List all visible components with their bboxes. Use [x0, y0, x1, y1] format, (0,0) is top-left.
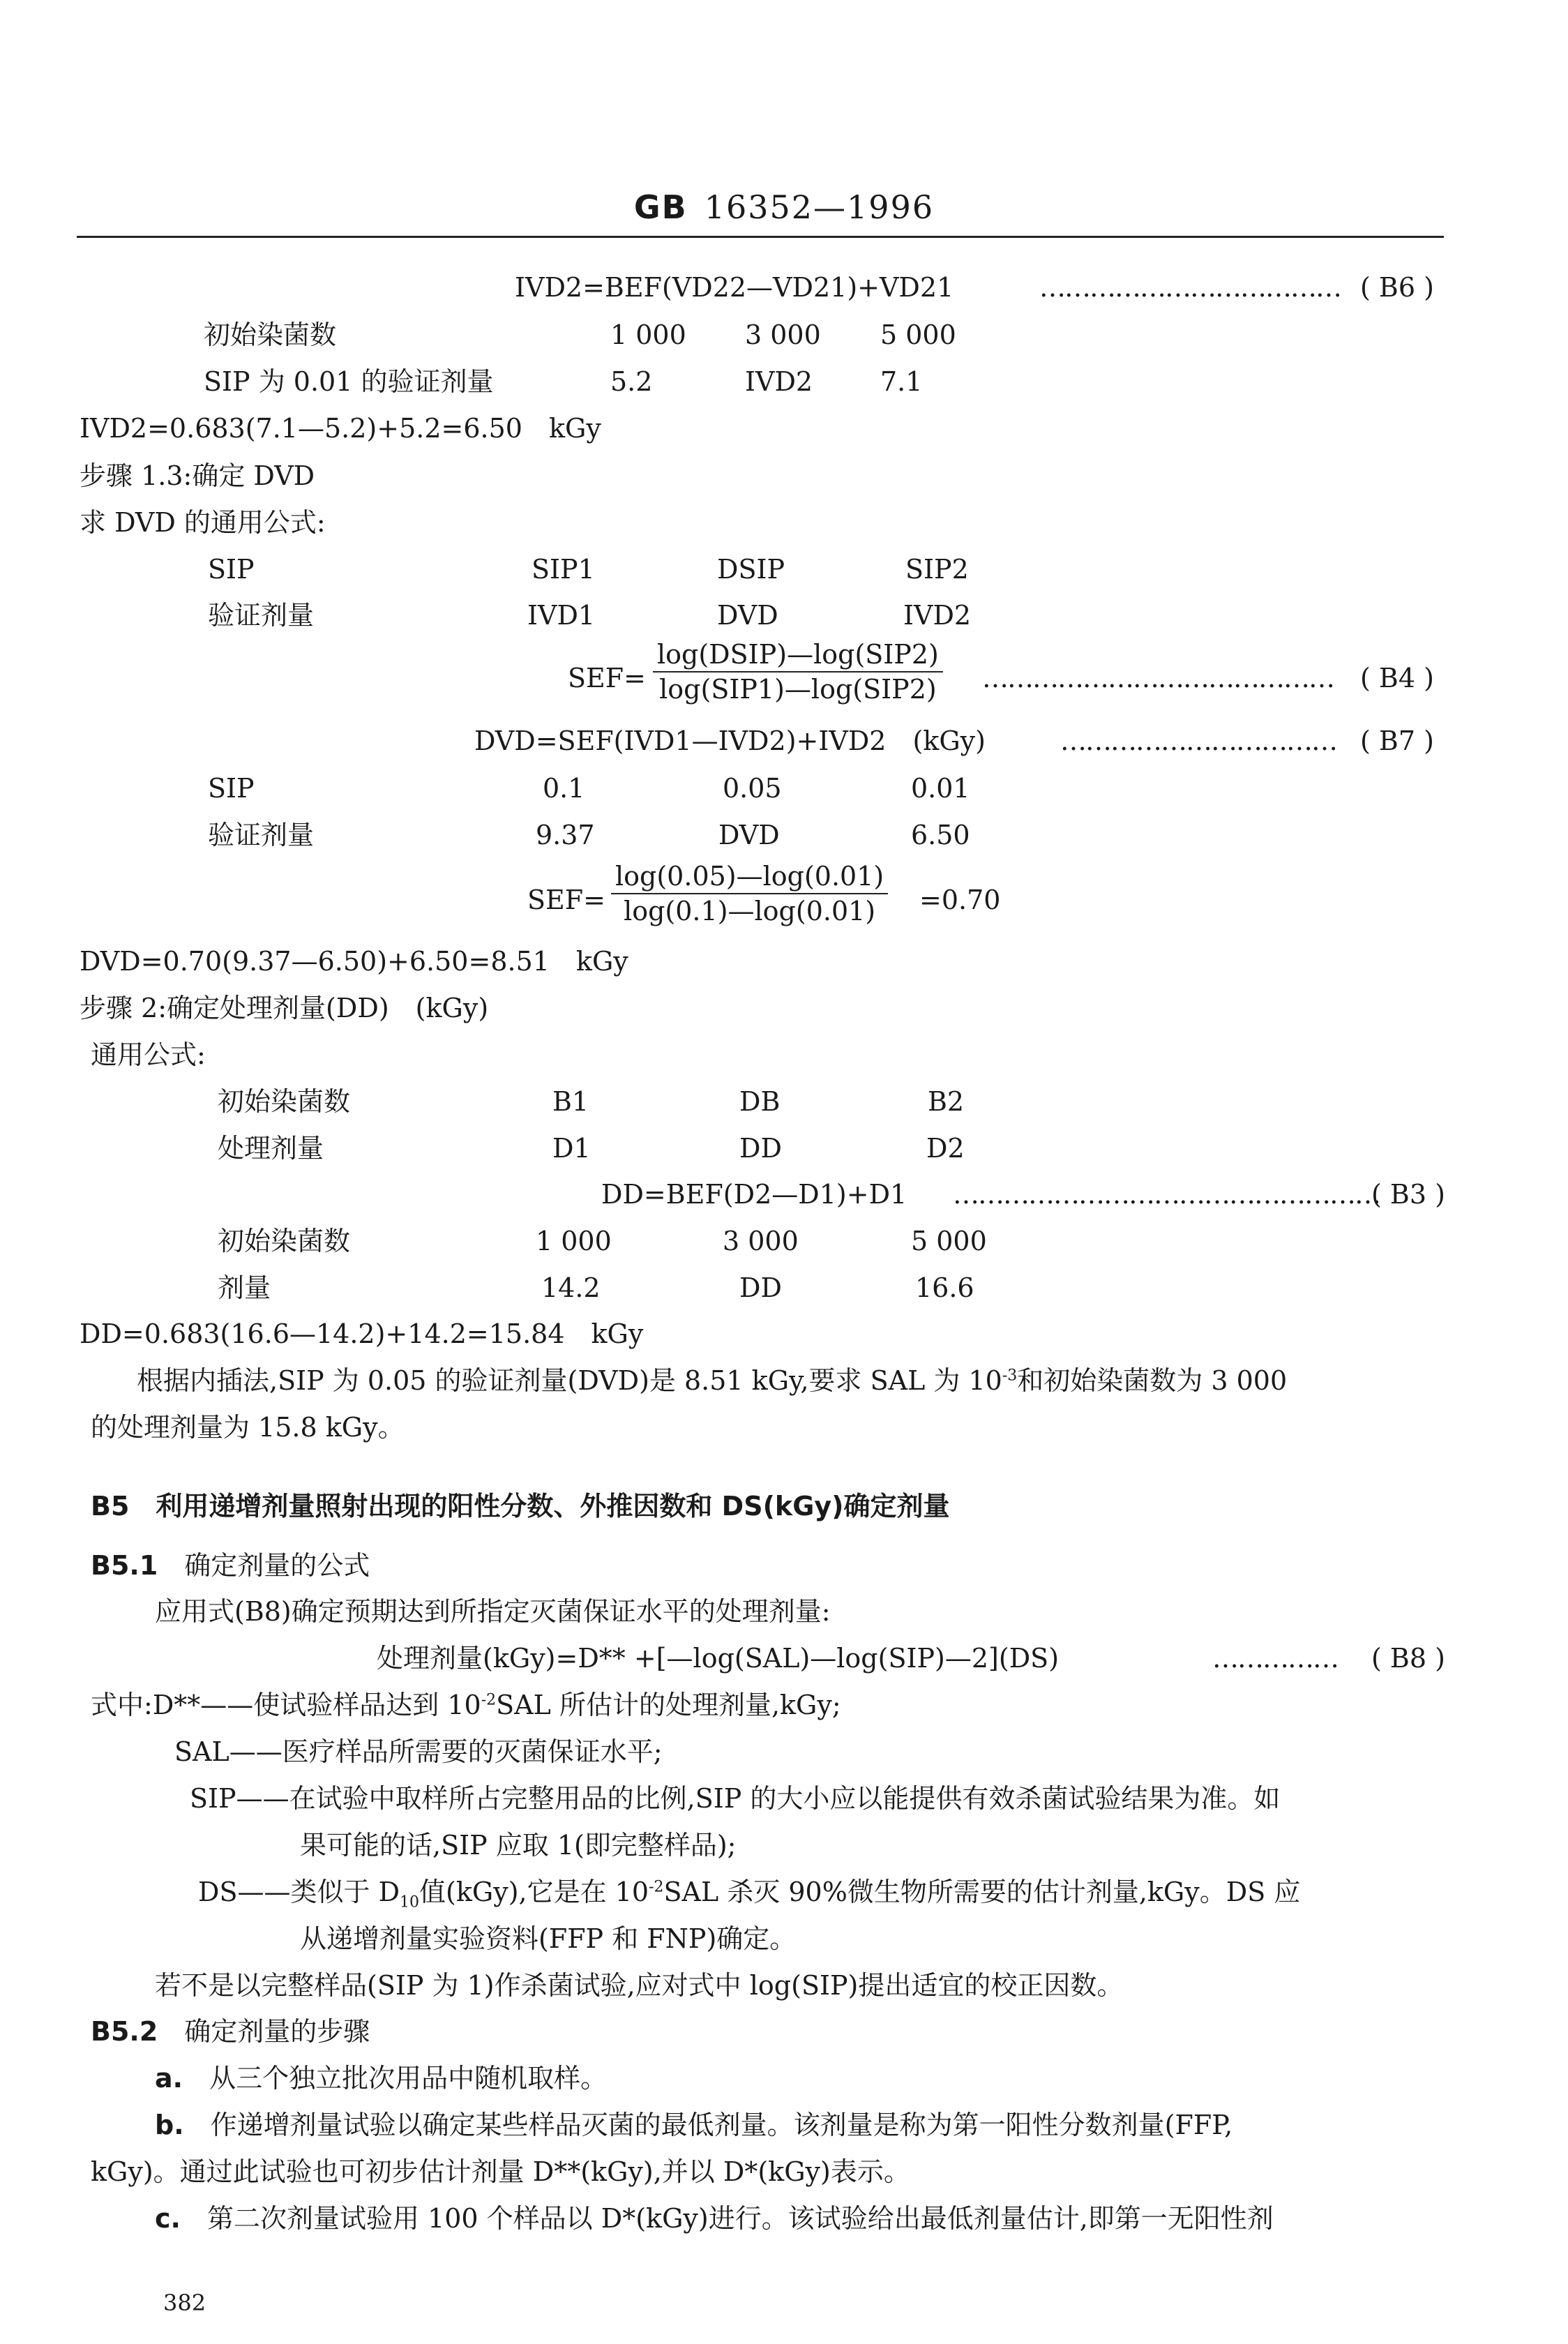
text-line: 通用公式: [91, 1039, 206, 1070]
table-cell: 初始染菌数 [204, 320, 337, 350]
equation-lhs: SEF= [527, 885, 605, 915]
numerator: log(DSIP)—log(SIP2) [657, 639, 939, 670]
table-cell: SIP2 [905, 554, 969, 585]
table-cell: IVD1 [527, 600, 596, 631]
calc-line: IVD2=0.683(7.1—5.2)+5.2=6.50 kGy [80, 413, 601, 444]
list-item: b. 作递增剂量试验以确定某些样品灭菌的最低剂量。该剂量是称为第一阳性分数剂量(FFP, [155, 2110, 1233, 2140]
definition-sip-cont: 果可能的话,SIP 应取 1(即完整样品); [300, 1830, 737, 1861]
list-item-cont: kGy)。通过此试验也可初步估计剂量 D**(kGy),并以 D*(kGy)表示。 [91, 2156, 910, 2187]
table-cell: 6.50 [911, 820, 970, 850]
standard-number: 16352—1996 [704, 188, 935, 226]
table-cell: DD [739, 1272, 782, 1303]
table-cell: 16.6 [915, 1272, 974, 1303]
equation-label-b3: ( B3 ) [1371, 1179, 1445, 1210]
table-cell: DSIP [717, 554, 785, 585]
header-rule [77, 236, 1444, 238]
page-number: 382 [163, 2290, 206, 2316]
leader-dots: …………………………… [1060, 726, 1336, 756]
calc-line: DD=0.683(16.6—14.2)+14.2=15.84 kGy [80, 1318, 644, 1349]
equation-label-b8: ( B8 ) [1371, 1643, 1445, 1674]
table-cell: 14.2 [541, 1272, 601, 1303]
table-cell: 验证剂量 [208, 600, 315, 631]
table-cell: 1 000 [536, 1226, 612, 1256]
table-cell: 5.2 [610, 366, 653, 397]
text-line: 应用式(B8)确定预期达到所指定灭菌保证水平的处理剂量: [155, 1596, 831, 1627]
calc-line: DVD=0.70(9.37—6.50)+6.50=8.51 kGy [80, 946, 628, 977]
page-header [0, 188, 1568, 226]
table-cell: DB [739, 1086, 781, 1117]
table-cell: 3 000 [723, 1226, 799, 1256]
section-heading-b5: B5 利用递增剂量照射出现的阳性分数、外推因数和 DS(kGy)确定剂量 [91, 1491, 950, 1522]
denominator: log(SIP1)—log(SIP2) [659, 674, 937, 705]
table-cell: B1 [552, 1086, 589, 1117]
definition-d: 式中:D**——使试验样品达到 $10^{-2}SAL$ 所估计的处理剂量,kGy; [91, 1690, 841, 1720]
equation-label-b4: ( B4 ) [1360, 663, 1434, 693]
table-cell: 0.1 [543, 773, 585, 804]
table-cell: 初始染菌数 [218, 1086, 351, 1117]
equation-b8: 处理剂量(kGy)=D** +[—log(SAL)—log(SIP)—2](DS) [377, 1643, 1060, 1674]
definition-sip: SIP——在试验中取样所占完整用品的比例,SIP 的大小应以能提供有效杀菌试验结果为准。如 [190, 1783, 1281, 1814]
definition-ds-cont: 从递增剂量实验资料(FFP 和 FNP)确定。 [300, 1923, 797, 1954]
paragraph-line: 根据内插法,SIP 为 0.05 的验证剂量(DVD)是 8.51 kGy,要求 SAL 为 $10^{-3}$和初始染菌数为 3 000 [137, 1365, 1288, 1396]
table-cell: 9.37 [536, 820, 595, 850]
equation-b3: DD=BEF(D2—D1)+D1 [601, 1179, 907, 1210]
table-cell: 7.1 [880, 366, 923, 397]
table-cell: IVD2 [903, 600, 972, 631]
paragraph-line: 的处理剂量为 15.8 kGy。 [91, 1412, 405, 1443]
paragraph-line: 若不是以完整样品(SIP 为 1)作杀菌试验,应对式中 log(SIP)提出适宜的校正因数。 [155, 1970, 1124, 2001]
fraction-b4 [653, 639, 943, 705]
subsection-heading-b5-1: B5.1 确定剂量的公式 [91, 1550, 370, 1581]
numerator: log(0.05)—log(0.01) [615, 861, 884, 892]
definition-sal: SAL——医疗样品所需要的灭菌保证水平; [174, 1736, 663, 1767]
table-cell: DVD [717, 600, 778, 631]
table-cell: SIP [208, 773, 255, 804]
step-heading: 步骤 2:确定处理剂量(DD) (kGy) [80, 993, 489, 1023]
denominator: log(0.1)—log(0.01) [624, 896, 876, 926]
equation-label-b7: ( B7 ) [1360, 726, 1434, 756]
equation-b7: DVD=SEF(IVD1—IVD2)+IVD2 (kGy) [474, 726, 986, 756]
text-line: 求 DVD 的通用公式: [80, 507, 326, 538]
table-cell: 5 000 [880, 320, 956, 350]
step-heading: 步骤 1.3:确定 DVD [80, 460, 315, 491]
table-cell: 1 000 [610, 320, 686, 350]
table-cell: 0.01 [911, 773, 970, 804]
equation-rhs: =0.70 [919, 885, 1001, 915]
table-cell: D1 [552, 1133, 591, 1164]
table-cell: 3 000 [745, 320, 821, 350]
table-cell: DVD [718, 820, 780, 850]
list-item: c. 第二次剂量试验用 100 个样品以 D*(kGy)进行。该试验给出最低剂量估计,即第一无阳性剂 [155, 2203, 1274, 2234]
leader-dots: …………… [1212, 1643, 1338, 1674]
table-cell: 剂量 [218, 1272, 271, 1303]
leader-dots: ……………………………… [1039, 272, 1341, 303]
leader-dots: …………………………………………… [953, 1179, 1380, 1210]
table-cell: 5 000 [911, 1226, 987, 1256]
equation-b6: IVD2=BEF(VD22—VD21)+VD21 [515, 272, 954, 303]
table-cell: 0.05 [723, 773, 782, 804]
table-cell: D2 [926, 1133, 965, 1164]
subsection-heading-b5-2: B5.2 确定剂量的步骤 [91, 2016, 370, 2047]
equation-label-b6: ( B6 ) [1360, 272, 1434, 303]
definition-ds: DS——类似于 $D_{10}$值(kGy),它是在 $10^{-2}SAL$ 杀灭 90%微生物所需要的估计剂量,kGy。DS 应 [198, 1877, 1301, 1911]
leader-dots: …………………………………… [982, 663, 1334, 693]
table-cell: IVD2 [745, 366, 813, 397]
standard-code: GB [633, 188, 688, 226]
table-cell: 初始染菌数 [218, 1226, 351, 1256]
table-cell: DD [739, 1133, 782, 1164]
table-cell: SIP1 [532, 554, 595, 585]
fraction-sef [611, 861, 888, 926]
equation-lhs: SEF= [568, 663, 646, 693]
table-cell: B2 [928, 1086, 965, 1117]
table-cell: 处理剂量 [218, 1133, 324, 1164]
table-cell: SIP [208, 554, 255, 585]
table-cell: 验证剂量 [208, 820, 315, 850]
list-item: a. 从三个独立批次用品中随机取样。 [155, 2063, 608, 2094]
table-cell: SIP 为 0.01 的验证剂量 [204, 366, 494, 397]
